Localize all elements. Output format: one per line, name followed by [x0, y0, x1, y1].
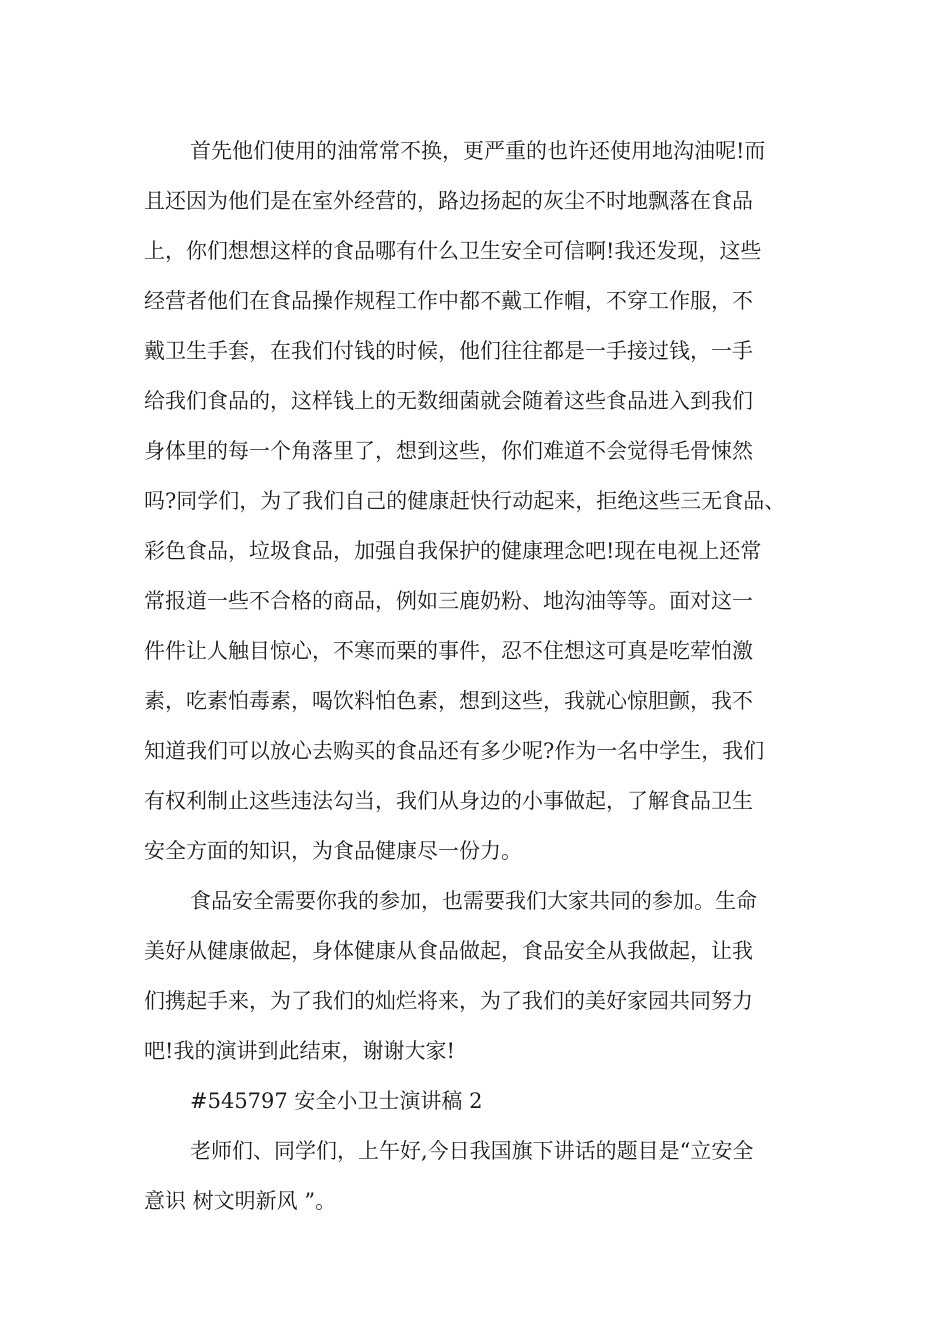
paragraph-line: 经营者他们在食品操作规程工作中都不戴工作帽，不穿工作服，不 [144, 289, 753, 313]
paragraph-line: 们携起手来，为了我们的灿烂将来，为了我们的美好家园共同努力 [144, 989, 753, 1013]
paragraph-line: 且还因为他们是在室外经营的，路边扬起的灰尘不时地飘落在食品 [144, 189, 753, 213]
paragraph-line: 意识 树文明新风 ”。 [144, 1189, 337, 1213]
paragraph-line: 安全方面的知识，为食品健康尽一份力。 [144, 839, 522, 863]
paragraph-line: 件件让人触目惊心，不寒而栗的事件，忍不住想这可真是吃荤怕激 [144, 639, 753, 663]
paragraph-line: 身体里的每一个角落里了，想到这些，你们难道不会觉得毛骨悚然 [144, 439, 753, 463]
paragraph-line: 美好从健康做起，身体健康从食品做起，食品安全从我做起，让我 [144, 939, 753, 963]
paragraph-line: 吗?同学们，为了我们自己的健康赶快行动起来，拒绝这些三无食品、 [144, 489, 786, 513]
paragraph-line: 上，你们想想这样的食品哪有什么卫生安全可信啊!我还发现，这些 [144, 239, 762, 263]
paragraph-line: 食品安全需要你我的参加，也需要我们大家共同的参加。生命 [190, 889, 757, 913]
paragraph-line: 老师们、同学们，上午好,今日我国旗下讲话的题目是“立安全 [190, 1139, 754, 1163]
paragraph-line: 素，吃素怕毒素，喝饮料怕色素，想到这些，我就心惊胆颤，我不 [144, 689, 753, 713]
paragraph-line: 给我们食品的，这样钱上的无数细菌就会随着这些食品进入到我们 [144, 389, 753, 413]
paragraph-line: 有权利制止这些违法勾当，我们从身边的小事做起，了解食品卫生 [144, 789, 753, 813]
paragraph-line: 首先他们使用的油常常不换，更严重的也许还使用地沟油呢!而 [190, 139, 766, 163]
section-heading: #545797 安全小卫士演讲稿 2 [190, 1089, 483, 1113]
paragraph-line: 吧!我的演讲到此结束，谢谢大家! [144, 1039, 455, 1063]
paragraph-line: 知道我们可以放心去购买的食品还有多少呢?作为一名中学生，我们 [144, 739, 765, 763]
paragraph-line: 戴卫生手套，在我们付钱的时候，他们往往都是一手接过钱，一手 [144, 339, 753, 363]
paragraph-line: 常报道一些不合格的商品，例如三鹿奶粉、地沟油等等。面对这一 [144, 589, 753, 613]
paragraph-line: 彩色食品，垃圾食品，加强自我保护的健康理念吧!现在电视上还常 [144, 539, 762, 563]
